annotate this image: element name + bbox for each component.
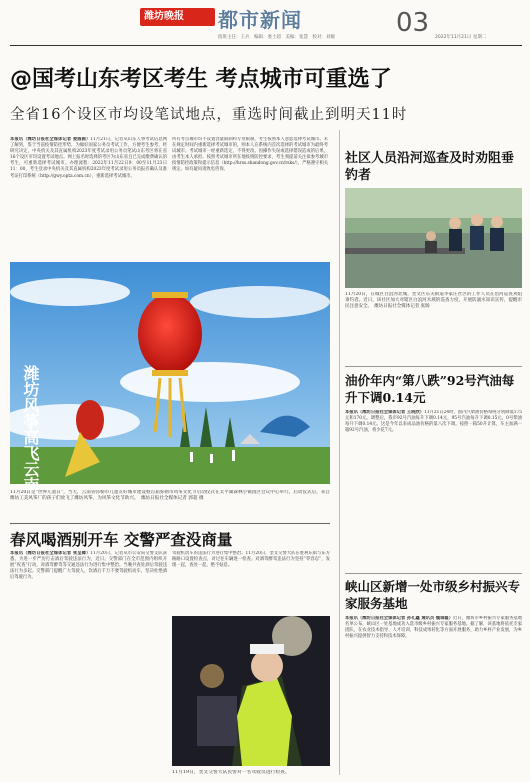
lead-body-col1: 本报讯（潍坊日报社全媒体记者 姜圆圆）11月21日，记者从山东人事考试信息网了解到，鉴于当前疫情防控形势，为做好国家公务员考试工作，方便考生参考，经研究决定，中央机关及其直属机构2023年度考试录用公务员笔试山东考区将在省16个设区市均设置考试地点。网上报名时选择的考区为山东省且已完成缴费确认的考生，可重新选择考试城市。办理流程：2022年11月22日9：00至11月23日11：00，考生登录中央机关及其直属机构2023年度考试录用公务员报名确认及准考证打印系统（http://gwy.opta.com.cn），重新选择考试城市。 <box>10 137 167 179</box>
lead-subheadline: 全省16个设区市均设笔试地点，重选时间截止到明天11时 <box>10 107 408 123</box>
rural-headline: 峡山区新增一处市级乡村振兴专家服务基地 <box>345 579 521 611</box>
drink-body-col2: 驾驶机动车的违法行为进行集中整治。11月20日，奎文交警大队在胜利东街与东方路路口设置检查点，对过往车辆逐一检查。对酒驾醉驾违法行为坚持“零容忍”，发现一起，查处一起，绝不姑息。 <box>172 551 330 569</box>
patrol-headline: 社区人员沿河巡查及时劝阻垂钓者 <box>345 151 515 183</box>
page-number: 03 <box>396 8 430 38</box>
lead-headline: @国考山东考区考生 考点城市可重选了 <box>10 67 392 92</box>
drink-body-col1: 本报讯（潍坊日报社全媒体记者 张呈卿）11月20日，记者从市公安局交警支队获悉，为进一步严厉打击酒后驾驶违法行为，近日，交警部门在全市范围内组织开展“夜查”行动，对酒驾醉驾等交通违法行为进行集中整治。当晚共查处酒后驾驶违法行为多起。交警部门提醒广大驾驶人，饮酒后千万不要驾驶机动车，坚决杜绝酒后驾驶行为。 <box>10 551 167 581</box>
lead-body-col2: 所有考点城市均不设置容量限制和专业限制，考生按照本人意愿选择考试城市。未在规定时间内重新选择考试城市的，则本人在系统内首次选择的考试城市为最终考试城市。考试城市一经重新选定，不得更改。因操作失误或选择错误造成的后果，由考生本人承担。按照考试城市所在地疫情防控要求，考生须提前关注拟参考城市疫情防控政策和提示信息（http://hrss.shandong.gov.cn/rsks/），严格遵守相关规定。如有疑问请致电咨询。 <box>172 137 328 173</box>
kite-caption: 11月20日是“世界儿童日”，当天，云南省弥勒市儿童友好城市建设暨首届弥勒市风筝文化节启动仪式在太平湖森林小镇园区会议中心举行。启动仪式后，来自潍坊工美风筝厂的孩子们放飞了潍坊风筝，为风筝文化节助兴。 潍坊日报社全媒体记者 郭超 摄 <box>10 490 330 502</box>
kite-vertical-title: 潍坊风筝高飞云南 <box>21 365 40 493</box>
drink-headline: 春风喝酒别开车 交警严查没商量 <box>10 531 233 549</box>
newspaper-logo: 潍坊晚报 <box>140 8 215 26</box>
oil-headline: 油价年内“第八跌”92号汽油每升下调0.14元 <box>345 373 515 405</box>
oil-body: 本报讯（潍坊日报社全媒体记者 王晓欣）11月21日24时，国内汽柴油价格每吨分别降低175元和170元。调整后，我市92号汽油每升下调0.14元，95号汽油每升下调0.15元，0号柴油每升下调0.14元。这是今年以来成品油价格的第八次下调。按照一箱50升计算，车主加满一箱92号汽油，将少花7元。 <box>345 410 522 434</box>
issue-date: 2022年11月21日 星期二 <box>435 35 487 40</box>
kite-photo <box>10 262 330 484</box>
patrol-caption: 11月20日，在城区白浪河北城，奎文区东关街道李家庄社区的工作人员在沿河巡查劝阻垂钓者。近日，该社区加大对辖区白浪河水域的巡查力度，开展防溺水知识宣传，提醒市民注意安全。 潍坊日报社全媒体记者 张旸 <box>345 292 522 310</box>
police-photo <box>172 616 330 766</box>
section-title: 都市新闻 <box>218 8 302 32</box>
riverside-photo <box>345 188 522 288</box>
rural-body: 本报讯（潍坊日报社全媒体记者 孙孔鑫 通讯员 魏瑞霞）近日，潍坊市乡村振兴专家服务基地名单公布，峡山区一处基地成功入选市级乡村振兴专家服务基地。据了解，该基地将依托专家团队，在农业技术指导、人才培训、科技成果转化等方面开展服务，助力乡村产业发展，为乡村振兴提供智力支持和技术保障。 <box>345 616 522 640</box>
police-photo-caption: 11月19日，奎文交警大队民警对一名驾驶员进行检查。 <box>172 770 290 775</box>
editor-credit: 值班主任：王兵 编辑：娄士超 美编：张慧 校对：刘敏 <box>218 35 335 40</box>
